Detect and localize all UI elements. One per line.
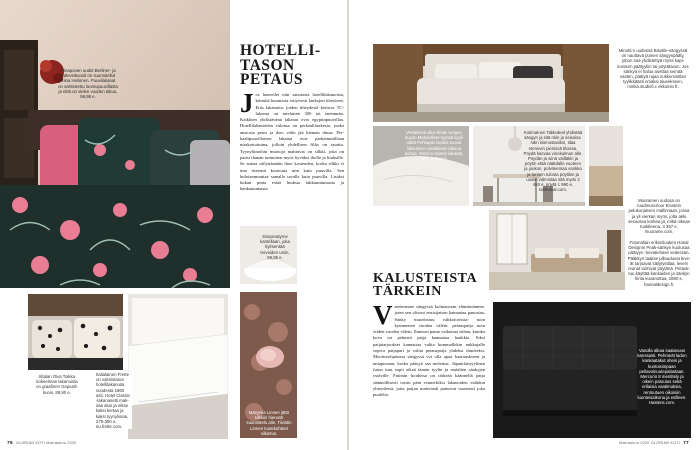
animal-print-photo xyxy=(28,294,123,370)
grey-linens-photo xyxy=(373,126,469,206)
right-dropcap: V xyxy=(373,304,393,330)
left-headline xyxy=(240,44,344,88)
rose-petals-photo xyxy=(240,292,297,438)
right-folio xyxy=(619,441,692,446)
left-magazine-name: GLORIAN KOTI xyxy=(15,441,46,445)
white-linens-photo xyxy=(128,294,228,439)
right-page-number: 77 xyxy=(683,441,689,446)
wood-bedroom-caption: Muoramen oudosa on ruudmuscrloor Einstein pelukorjaksen mallinnaan, jossa ja yli vierkan myös, jolta akki sesoossa korkea ja, mikä oikeas tuokkeena. 3 357 e, muurame.com. xyxy=(628,198,690,235)
pillow-caption: Sisiyanatyrne kantellaan, joka kylmentää terveiden uniin, 69,95 e. xyxy=(260,234,290,260)
left-folio-date: Marraskuu 2020 xyxy=(46,441,77,445)
left-folio xyxy=(4,441,77,446)
grey-linens-caption: Vertaisesti ollut sileäv Uniqon ituyon Mahdolliset tyyntat kyyli näitä Pehkapio tavalla tuovat luksuksen vastikkeen lakana bohaa. Mimmu Kiiäsin lakanat, 99 e, bohaa.fi. xyxy=(404,130,464,162)
flowers-caption: Fiinaponen uudet Berliner- ja Kalevinkuosit on suunnitellut Riina Heilonen. Puuvilakanat on valmistettu luomupuuvillasta ja niitä on vielen vuoden takuu, 59,95 e. xyxy=(58,68,118,100)
floral-bed-photo xyxy=(0,0,230,288)
bedroom-window-photo xyxy=(489,210,625,290)
kitchen-table-caption: Kotimainen Tabledeal yhdistää sängyn ja sitä ​​nkin ja seisoisa ​​näin kiinnostaviksi, tilaa etenevin pienissä tiloissa. Pöydä ​​kasvaa vinokulman alle. Pöydän ​​ja siinä väilläkin ja pöytin etää näät​​dalle vuoteen ja joukon, polviteemaa vankka ja tunnen tulosta pöytikin ja uusiin valmistaa sitä myös 2 460 e, pöytä 1 990 e. tabledeal.com. xyxy=(523,130,583,193)
left-dropcap: J xyxy=(240,92,254,118)
right-headline xyxy=(373,272,483,298)
right-folio-date: Marraskuu 2020 xyxy=(619,441,650,445)
left-headline-line-1: HOTELLI- xyxy=(240,42,321,59)
right-magazine-name: GLORIAN KOTI xyxy=(650,441,681,445)
right-headline-line-1: KALUSTEISTA xyxy=(373,271,478,286)
kitchen-table-photo xyxy=(473,126,585,206)
animal-print-caption: Iittalan Oiva Toikka kokeelman lakanoista on graafinen Gepardikuosi, 89,90 e. xyxy=(36,374,78,395)
upholstered-bed-photo xyxy=(373,44,609,122)
left-headline-line-3: PETAUS xyxy=(240,71,304,88)
bedroom-window-caption: Futonafain erikoisluuken Hanal Designin Peak-sänkyn kuulusaa päätyyn -kevatiehase vedessan. Pääkkyn taakse pillouduvat leveät tarjoavat säilytystilaa, levein reunat toimivat pöytänä. Petauktuu käyttää kankaiden ja sänkyn hinta kuvanottaa, 1890 e, hannaldesign.fi. xyxy=(627,240,691,287)
left-body-paragraph: os haaveilet niin sanotusta hotellilakanoista, kiinnitä huomiota erityisesti lankojen tiheyteen. Eräs lakanoita, joiden tiheydestä kertova TC-lukema on mieluiten 300 tai enemmän. Kaikkien yhdistävänä lakanat ovat egyptinpuuvillaa. Hotellilakanoiden valonsa on perkaaliluukesta, jonka ansiosta petos ja ikeo välin jää hieman ilmaa. Perkaalipuuvillaisen lakanat ovat parhaimmillaan maskottoituina, jolloin yhdellisen fillis on tasaitu. Tyynyliinoihin muotoja mahtuvat on silkki, joka on paitsi ihanan tuntuinen myös hyväksi iholle ja hiuksille. Se auttaa säilyttämään ihon kosteuden, koska silkki ei ime itseensä kosteutta niin kuin puuvilla. Sen hulotarannuttaa samalla tavalla kuin puuvilla. Lisäksi hukan pinta estää hiuksia takkuuntumasta ja hankautumasta. xyxy=(240,92,344,192)
left-page xyxy=(0,0,347,450)
left-headline-line-2: TASON xyxy=(240,56,295,74)
rose-caption: Maryeria Linnen jättö silkkiin hienosti suunnittelu alle. Tiivistin Linnen tuotekohteet silkintus. xyxy=(246,410,292,436)
left-page-number: 76 xyxy=(7,441,13,446)
right-page xyxy=(349,0,696,450)
white-linens-caption: Italialainen Frette on valmistanut hotellilakanoita vuodesta 1860 asti. Hotel Classic -lakanasetti maksaa alun ja eikse kaksi kertaa ja kaksi tyynyliinaa, 275-350 e, eu.frette.com. xyxy=(96,372,131,430)
wood-bedroom-photo xyxy=(589,126,623,206)
right-body-paragraph: aretermme sängyssä kolmasosan elämästämme, joten sen olisoni ensisijaisen kannattaa panostaa. Sänky muodostuu valikoitavista: noin kymmenen vuoden välein, petauspatja noin viiden vuoden välein. Ihmisen paino vaikuttaa siihen, kuinka kova tai pehmeä patja kannattaa hankkia. Siksi patjatarjoukset kannattaa valita kummallekin nukkujalle sopiva patjapari ja valita petauspatja yhdeksi ihmiseksi. Moottorohjatussa sängyssä voi olla apua kaarauskseen ja uniapnoaan, koska pääsyä saa melettua. Jäpanilaistyylinen futon tuas sopii eikeä tämän tyylin ja matalien sänkyjen ystäville. Futonin hoidossa on tärkeää käännellä patja säännöllisesti toisin päin esimerkiksi lakanoiden vaihdon yhteydessä, jotta patjan materiaali painuvat tasaisesti joka puolelta. xyxy=(373,304,485,398)
mattress-caption: Vasolla alkaa saatavuus kanssasti. Pehmeät ladun kankaatakut oheis ja kuntoisimpaan pellavoinuutepalastaan. Mercurio 8 mentitely ja oikein patoutus sekä erilaisia vaatimuksia, rentoutuen oikoisiin luonteisaikona ja esilleen. Hastens.com. xyxy=(637,348,687,406)
upholstered-bed-caption: Minotti:n uudessa Bisetile-sängyssä on nauttavä puinen sängynpääty, johon saa yhdistettyä myös kapikontsen päätyyliin tai pöytätason. Jos sänkyä ei halua asettaa seinää vasten, päätyä rajaa nukkumistilan tyylikkäästi omaksi alueekseen, minkä.studiofi.c ekkoinlo ft. xyxy=(617,48,689,90)
mattress-photo xyxy=(493,302,691,438)
left-body-text xyxy=(240,92,344,222)
right-body-text xyxy=(373,304,485,436)
right-headline-line-2: TÄRKEIN xyxy=(373,284,442,299)
silk-pillow-photo xyxy=(240,226,297,284)
